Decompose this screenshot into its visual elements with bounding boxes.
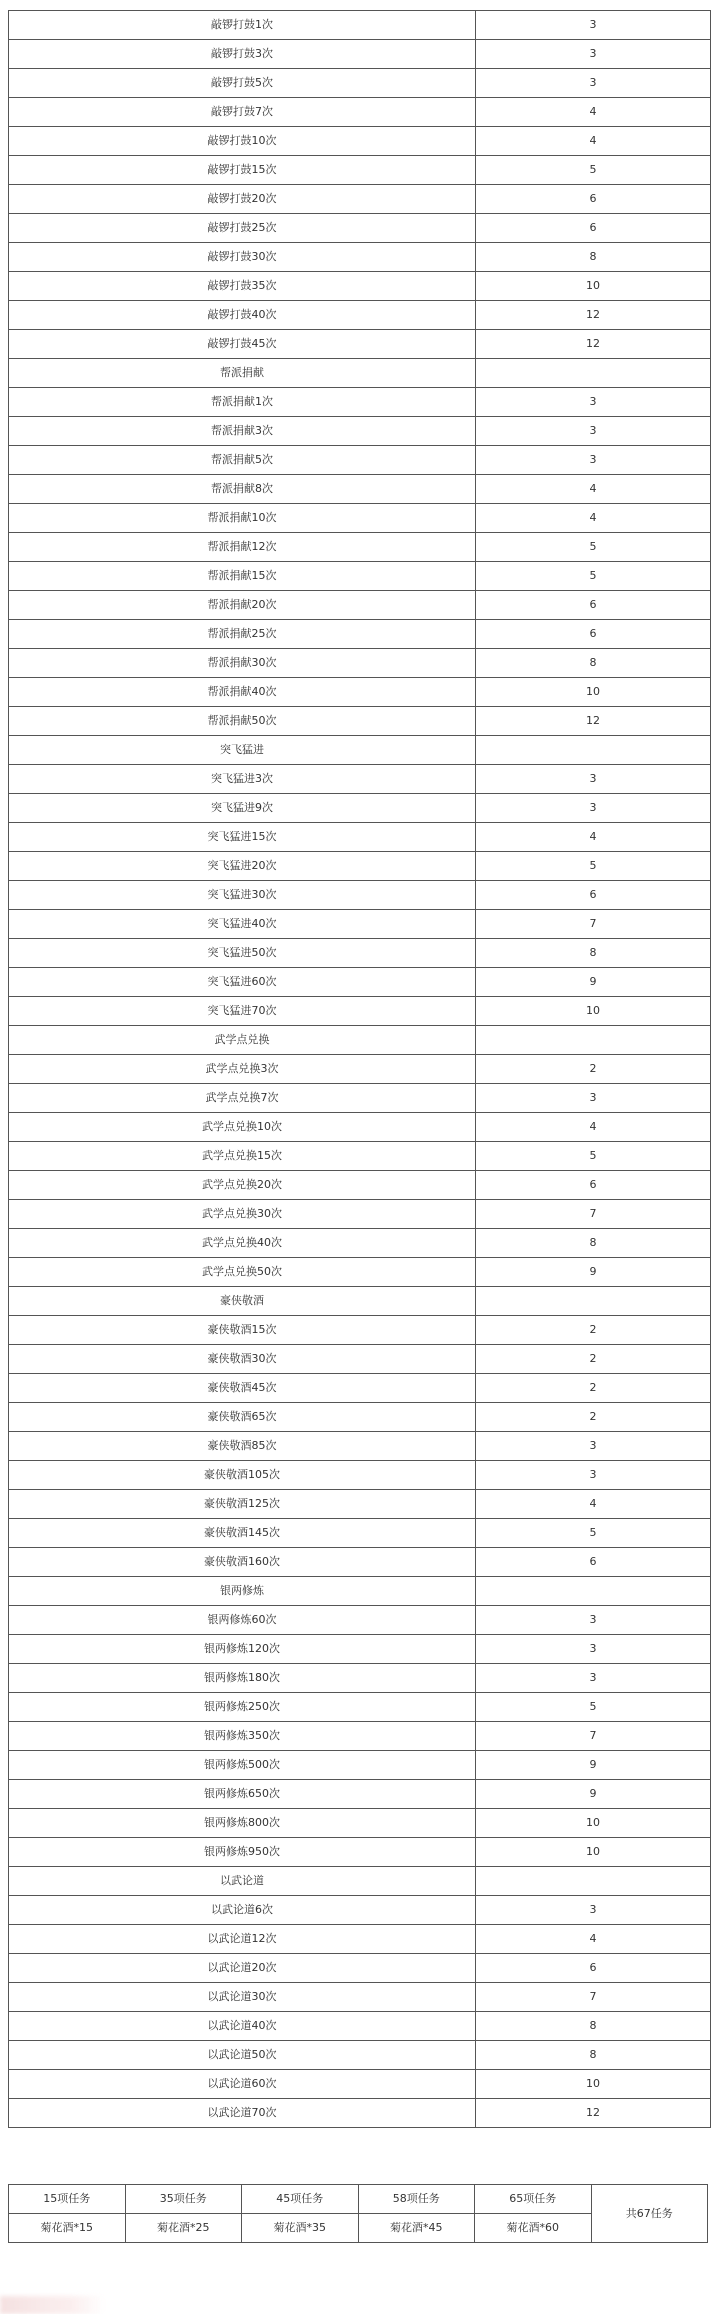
task-value: 10: [476, 2070, 711, 2099]
task-name: 银两修炼800次: [9, 1809, 476, 1838]
task-value: 4: [476, 1113, 711, 1142]
task-name: 帮派捐献10次: [9, 504, 476, 533]
task-value: 8: [476, 243, 711, 272]
task-name: 豪侠敬酒45次: [9, 1374, 476, 1403]
task-name: 敲锣打鼓30次: [9, 243, 476, 272]
milestone-reward: 菊花酒*60: [475, 2214, 592, 2243]
task-name: 敲锣打鼓3次: [9, 40, 476, 69]
task-name: 敲锣打鼓5次: [9, 69, 476, 98]
task-value: 6: [476, 620, 711, 649]
task-value: 3: [476, 40, 711, 69]
task-name: 以武论道30次: [9, 1983, 476, 2012]
task-value: 2: [476, 1374, 711, 1403]
table-row: [9, 1722, 711, 1751]
table-row: [9, 1461, 711, 1490]
table-row: [9, 1316, 711, 1345]
table-row: [9, 852, 711, 881]
category-row: [9, 1287, 711, 1316]
table-row: [9, 1432, 711, 1461]
table-row: [9, 1548, 711, 1577]
task-value: 7: [476, 1722, 711, 1751]
task-name: 豪侠敬酒30次: [9, 1345, 476, 1374]
task-name: 银两修炼120次: [9, 1635, 476, 1664]
task-value: 4: [476, 475, 711, 504]
milestone-label: 35项任务: [125, 2185, 242, 2214]
task-name: 帮派捐献40次: [9, 678, 476, 707]
task-value: 9: [476, 1258, 711, 1287]
task-name: 以武论道50次: [9, 2041, 476, 2070]
task-value: 3: [476, 1896, 711, 1925]
task-name: 帮派捐献50次: [9, 707, 476, 736]
table-row: [9, 127, 711, 156]
task-name: 敲锣打鼓20次: [9, 185, 476, 214]
table-row: [9, 1519, 711, 1548]
task-value: [476, 736, 711, 765]
task-name: 突飞猛进9次: [9, 794, 476, 823]
task-name: 帮派捐献12次: [9, 533, 476, 562]
task-value: 6: [476, 1548, 711, 1577]
task-value: 4: [476, 823, 711, 852]
table-row: [9, 1084, 711, 1113]
task-name: 银两修炼950次: [9, 1838, 476, 1867]
total-tasks: 共67任务: [591, 2185, 708, 2243]
task-name: 武学点兑换10次: [9, 1113, 476, 1142]
table-row: [9, 1258, 711, 1287]
table-row: [9, 823, 711, 852]
table-row: [9, 40, 711, 69]
table-row: [9, 939, 711, 968]
task-name: 以武论道60次: [9, 2070, 476, 2099]
task-name: 豪侠敬酒125次: [9, 1490, 476, 1519]
task-value: 7: [476, 1200, 711, 1229]
task-name: 豪侠敬酒85次: [9, 1432, 476, 1461]
table-row: [9, 2012, 711, 2041]
task-name: 突飞猛进40次: [9, 910, 476, 939]
category-name: 以武论道: [9, 1867, 476, 1896]
task-name: 武学点兑换30次: [9, 1200, 476, 1229]
task-value: 3: [476, 11, 711, 40]
table-row: [9, 69, 711, 98]
task-value: 10: [476, 997, 711, 1026]
task-name: 武学点兑换40次: [9, 1229, 476, 1258]
task-value: 10: [476, 1838, 711, 1867]
table-row: [9, 881, 711, 910]
category-row: [9, 1867, 711, 1896]
category-name: 帮派捐献: [9, 359, 476, 388]
task-name: 银两修炼250次: [9, 1693, 476, 1722]
task-value: 10: [476, 1809, 711, 1838]
milestone-label: 45项任务: [242, 2185, 359, 2214]
milestone-label-row: [9, 2185, 708, 2214]
category-name: 突飞猛进: [9, 736, 476, 765]
task-name: 帮派捐献20次: [9, 591, 476, 620]
table-row: [9, 649, 711, 678]
table-row: [9, 1635, 711, 1664]
table-row: [9, 765, 711, 794]
task-name: 银两修炼500次: [9, 1751, 476, 1780]
blurred-watermark: [0, 2296, 105, 2314]
task-value: 4: [476, 1925, 711, 1954]
task-value: 5: [476, 1142, 711, 1171]
task-value: 3: [476, 765, 711, 794]
task-value: 10: [476, 678, 711, 707]
task-value: 6: [476, 214, 711, 243]
task-value: 3: [476, 1432, 711, 1461]
table-row: [9, 1896, 711, 1925]
milestone-label: 65项任务: [475, 2185, 592, 2214]
task-value: 6: [476, 881, 711, 910]
task-name: 银两修炼650次: [9, 1780, 476, 1809]
task-value: 2: [476, 1403, 711, 1432]
table-row: [9, 707, 711, 736]
table-row: [9, 1838, 711, 1867]
task-value: 3: [476, 69, 711, 98]
table-row: [9, 2070, 711, 2099]
task-name: 帮派捐献15次: [9, 562, 476, 591]
table-row: [9, 910, 711, 939]
task-name: 突飞猛进30次: [9, 881, 476, 910]
table-row: [9, 504, 711, 533]
task-value: 6: [476, 591, 711, 620]
task-name: 以武论道6次: [9, 1896, 476, 1925]
task-value: 4: [476, 98, 711, 127]
task-name: 银两修炼60次: [9, 1606, 476, 1635]
table-row: [9, 1954, 711, 1983]
table-row: [9, 620, 711, 649]
table-row: [9, 1142, 711, 1171]
task-name: 以武论道12次: [9, 1925, 476, 1954]
table-row: [9, 591, 711, 620]
task-name: 武学点兑换7次: [9, 1084, 476, 1113]
table-row: [9, 1055, 711, 1084]
table-row: [9, 98, 711, 127]
task-value: 8: [476, 2041, 711, 2070]
table-row: [9, 1693, 711, 1722]
task-value: 4: [476, 504, 711, 533]
table-row: [9, 1983, 711, 2012]
category-name: 豪侠敬酒: [9, 1287, 476, 1316]
milestone-label: 58项任务: [358, 2185, 475, 2214]
category-row: [9, 736, 711, 765]
category-name: 银两修炼: [9, 1577, 476, 1606]
task-value: 5: [476, 533, 711, 562]
task-value: 5: [476, 562, 711, 591]
task-value: 5: [476, 156, 711, 185]
milestone-reward: 菊花酒*25: [125, 2214, 242, 2243]
category-row: [9, 1577, 711, 1606]
milestone-label: 15项任务: [9, 2185, 126, 2214]
table-row: [9, 11, 711, 40]
table-row: [9, 301, 711, 330]
task-name: 突飞猛进50次: [9, 939, 476, 968]
task-name: 突飞猛进15次: [9, 823, 476, 852]
task-name: 豪侠敬酒145次: [9, 1519, 476, 1548]
task-name: 豪侠敬酒105次: [9, 1461, 476, 1490]
task-value: [476, 1026, 711, 1055]
task-value: 10: [476, 272, 711, 301]
task-name: 豪侠敬酒65次: [9, 1403, 476, 1432]
task-value: 6: [476, 185, 711, 214]
task-name: 以武论道70次: [9, 2099, 476, 2128]
table-row: [9, 272, 711, 301]
table-row: [9, 243, 711, 272]
task-name: 敲锣打鼓7次: [9, 98, 476, 127]
task-name: 敲锣打鼓25次: [9, 214, 476, 243]
table-row: [9, 1751, 711, 1780]
task-name: 突飞猛进60次: [9, 968, 476, 997]
task-value: 5: [476, 1519, 711, 1548]
task-value: 3: [476, 794, 711, 823]
table-row: [9, 214, 711, 243]
task-value: 3: [476, 446, 711, 475]
task-value: 9: [476, 1751, 711, 1780]
task-name: 敲锣打鼓10次: [9, 127, 476, 156]
task-value: 12: [476, 301, 711, 330]
table-row: [9, 156, 711, 185]
task-name: 武学点兑换50次: [9, 1258, 476, 1287]
task-value: 9: [476, 968, 711, 997]
table-row: [9, 388, 711, 417]
task-value: 8: [476, 939, 711, 968]
table-row: [9, 417, 711, 446]
table-row: [9, 330, 711, 359]
task-value: 8: [476, 649, 711, 678]
task-value: 5: [476, 852, 711, 881]
table-row: [9, 1809, 711, 1838]
table-row: [9, 1780, 711, 1809]
task-value: 3: [476, 1664, 711, 1693]
table-row: [9, 1229, 711, 1258]
task-value: 3: [476, 1635, 711, 1664]
task-name: 银两修炼180次: [9, 1664, 476, 1693]
table-row: [9, 997, 711, 1026]
category-row: [9, 359, 711, 388]
table-row: [9, 446, 711, 475]
task-name: 敲锣打鼓35次: [9, 272, 476, 301]
table-row: [9, 968, 711, 997]
table-row: [9, 1345, 711, 1374]
table-row: [9, 1664, 711, 1693]
table-row: [9, 1403, 711, 1432]
task-name: 突飞猛进3次: [9, 765, 476, 794]
table-row: [9, 1171, 711, 1200]
task-value: 3: [476, 388, 711, 417]
task-name: 武学点兑换20次: [9, 1171, 476, 1200]
task-name: 帮派捐献25次: [9, 620, 476, 649]
task-name: 敲锣打鼓1次: [9, 11, 476, 40]
task-value: 3: [476, 1084, 711, 1113]
task-name: 豪侠敬酒15次: [9, 1316, 476, 1345]
table-row: [9, 1200, 711, 1229]
task-value: [476, 359, 711, 388]
task-value: 5: [476, 1693, 711, 1722]
task-value: 4: [476, 127, 711, 156]
task-value: [476, 1287, 711, 1316]
task-value: 2: [476, 1055, 711, 1084]
task-name: 帮派捐献3次: [9, 417, 476, 446]
task-name: 敲锣打鼓40次: [9, 301, 476, 330]
task-value: 9: [476, 1780, 711, 1809]
task-value: 8: [476, 2012, 711, 2041]
category-name: 武学点兑换: [9, 1026, 476, 1055]
milestone-summary-table: [8, 2184, 708, 2243]
task-value: [476, 1867, 711, 1896]
table-row: [9, 2041, 711, 2070]
task-name: 武学点兑换15次: [9, 1142, 476, 1171]
task-name: 银两修炼350次: [9, 1722, 476, 1751]
task-value: [476, 1577, 711, 1606]
task-reward-table-body: [9, 11, 711, 2128]
table-row: [9, 2099, 711, 2128]
table-row: [9, 1925, 711, 1954]
task-value: 12: [476, 330, 711, 359]
task-name: 突飞猛进70次: [9, 997, 476, 1026]
task-value: 6: [476, 1954, 711, 1983]
task-value: 12: [476, 707, 711, 736]
table-row: [9, 1374, 711, 1403]
task-name: 帮派捐献1次: [9, 388, 476, 417]
task-value: 2: [476, 1316, 711, 1345]
task-value: 3: [476, 1606, 711, 1635]
table-row: [9, 533, 711, 562]
table-row: [9, 475, 711, 504]
task-name: 武学点兑换3次: [9, 1055, 476, 1084]
table-row: [9, 185, 711, 214]
task-value: 3: [476, 417, 711, 446]
task-value: 12: [476, 2099, 711, 2128]
task-value: 7: [476, 1983, 711, 2012]
table-row: [9, 794, 711, 823]
category-row: [9, 1026, 711, 1055]
task-name: 以武论道40次: [9, 2012, 476, 2041]
table-row: [9, 678, 711, 707]
task-value: 7: [476, 910, 711, 939]
task-name: 帮派捐献5次: [9, 446, 476, 475]
table-row: [9, 1490, 711, 1519]
task-name: 帮派捐献30次: [9, 649, 476, 678]
table-row: [9, 1113, 711, 1142]
table-row: [9, 562, 711, 591]
milestone-reward: 菊花酒*45: [358, 2214, 475, 2243]
task-value: 4: [476, 1490, 711, 1519]
task-name: 以武论道20次: [9, 1954, 476, 1983]
milestone-reward: 菊花酒*35: [242, 2214, 359, 2243]
task-name: 豪侠敬酒160次: [9, 1548, 476, 1577]
task-reward-table: [8, 10, 711, 2128]
table-row: [9, 1606, 711, 1635]
milestone-reward: 菊花酒*15: [9, 2214, 126, 2243]
task-value: 3: [476, 1461, 711, 1490]
task-name: 敲锣打鼓45次: [9, 330, 476, 359]
task-value: 2: [476, 1345, 711, 1374]
task-name: 帮派捐献8次: [9, 475, 476, 504]
task-value: 6: [476, 1171, 711, 1200]
task-name: 突飞猛进20次: [9, 852, 476, 881]
task-value: 8: [476, 1229, 711, 1258]
task-name: 敲锣打鼓15次: [9, 156, 476, 185]
